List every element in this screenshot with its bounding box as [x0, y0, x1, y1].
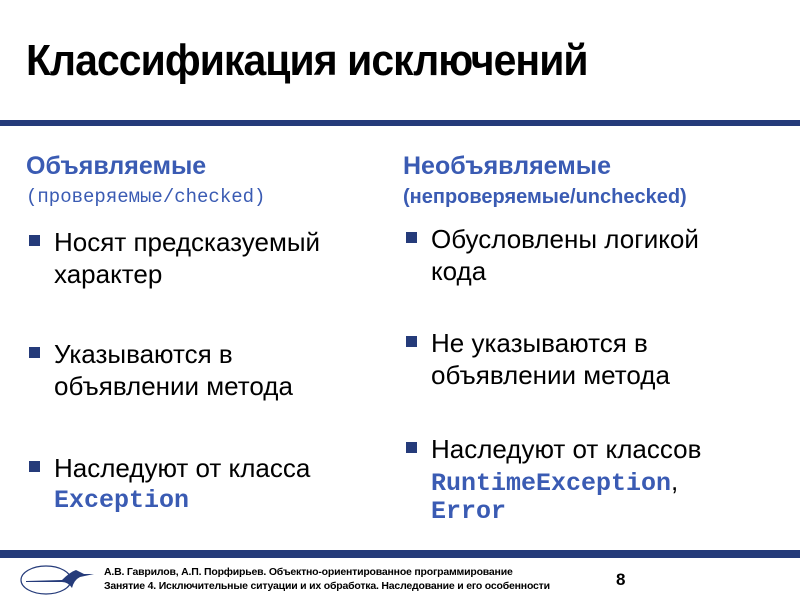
- class-name-code: Error: [431, 497, 507, 526]
- bullet-square-icon: [406, 232, 417, 243]
- bullet-text: объявлении метода: [431, 360, 670, 390]
- unchecked-column: [403, 150, 800, 526]
- column-subheading: (проверяемые/checked): [26, 186, 266, 208]
- column-heading: Объявляемые: [26, 152, 207, 180]
- bullet-text: Указываются в: [54, 339, 233, 369]
- footer-divider: [0, 550, 800, 558]
- bullet-text: Наследуют от класса: [54, 453, 311, 483]
- column-heading: Необъявляемые: [403, 152, 611, 180]
- checked-column: [26, 150, 396, 515]
- airplane-logo-icon: [18, 562, 98, 596]
- bullet-square-icon: [406, 442, 417, 453]
- class-name-code: Exception: [54, 486, 190, 515]
- bullet-text: Носят предсказуемый: [54, 227, 321, 257]
- footer-line-1: А.В. Гаврилов, А.П. Порфирьев. Объектно-ориентированное программирование: [104, 566, 513, 578]
- bullet-square-icon: [29, 461, 40, 472]
- title-divider: [0, 120, 800, 126]
- bullet-text: объявлении метода: [54, 371, 293, 401]
- bullet-text: Наследуют от классов: [431, 434, 702, 464]
- class-names-line: [431, 465, 678, 500]
- column-subheading: (непроверяемые/unchecked): [403, 186, 687, 208]
- comma: ,: [671, 466, 679, 496]
- footer-line-2: Занятие 4. Исключительные ситуации и их обработка. Наследование и его особенности: [104, 580, 550, 592]
- page-number: 8: [616, 570, 626, 589]
- footer-credits: [104, 565, 550, 593]
- bullet-square-icon: [29, 347, 40, 358]
- bullet-square-icon: [29, 235, 40, 246]
- bullet-square-icon: [406, 336, 417, 347]
- class-name-code: RuntimeException: [431, 469, 672, 498]
- bullet-text: Не указываются в: [431, 328, 648, 358]
- bullet-text: Обусловлены логикой: [431, 224, 699, 254]
- slide-title: Классификация исключений: [26, 36, 588, 85]
- bullet-text: характер: [54, 259, 163, 289]
- bullet-text: кода: [431, 256, 487, 286]
